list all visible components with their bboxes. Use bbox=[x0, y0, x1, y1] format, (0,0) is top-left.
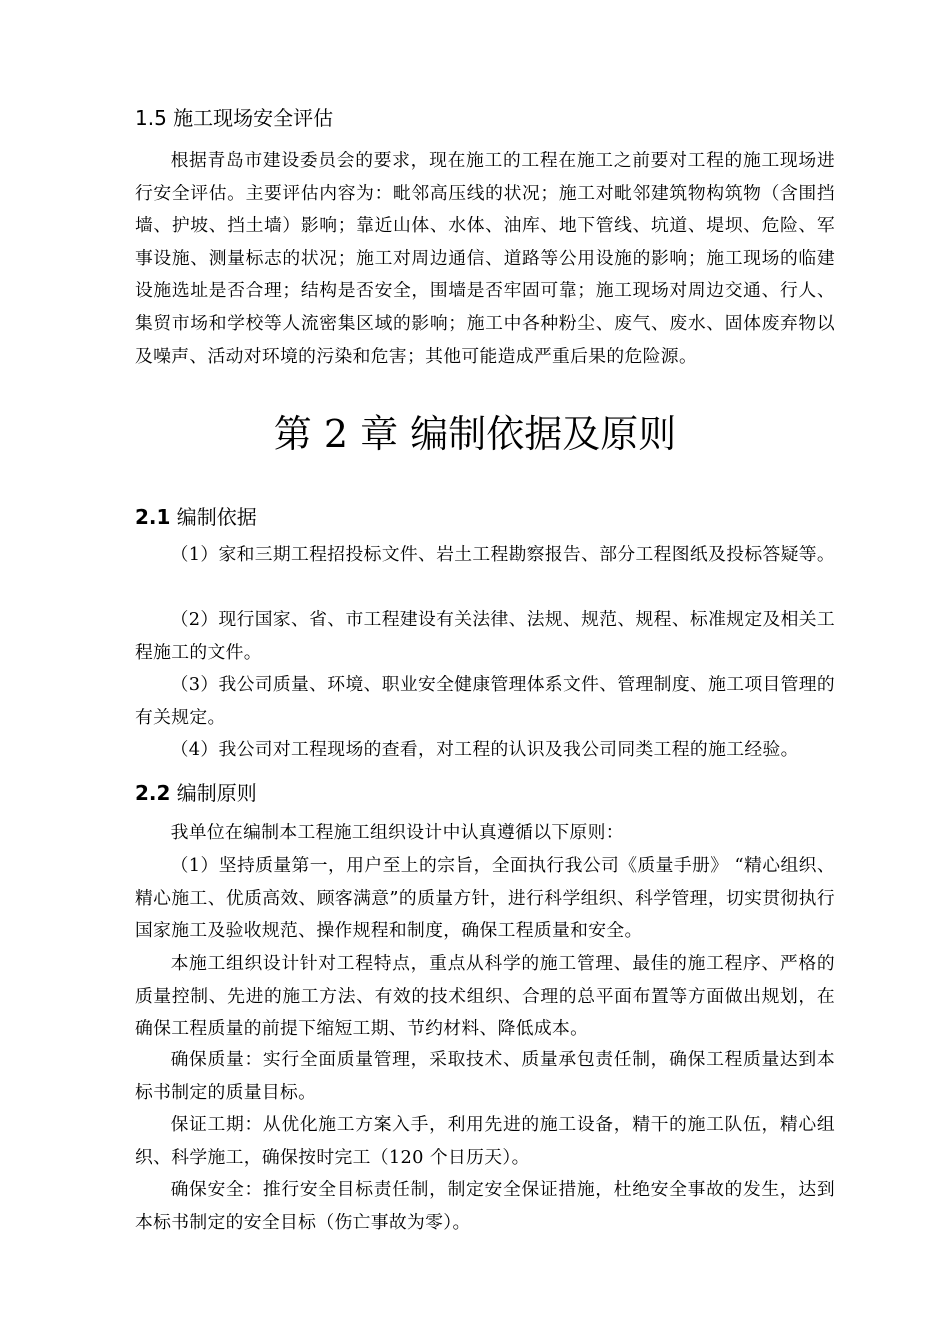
section-2-2-heading bbox=[135, 781, 257, 805]
basis-item-3: （3）我公司质量、环境、职业安全健康管理体系文件、管理制度、施工项目管理的有关规定。 bbox=[135, 674, 835, 728]
principle-1: （1）坚持质量第一，用户至上的宗旨，全面执行我公司《质量手册》 “精心组织、精心施工、优质高效、顾客满意”的质量方针，进行科学组织、科学管理，切实贯彻执行国家施工及验收规范、操作规程和制度，确保工程质量和安全。 bbox=[135, 855, 835, 942]
section-2-1-number: 2.1 bbox=[135, 505, 171, 529]
basis-item-1: （1）家和三期工程招投标文件、岩土工程勘察报告、部分工程图纸及投标答疑等。 bbox=[170, 544, 835, 565]
principle-paragraph-2: 本施工组织设计针对工程特点，重点从科学的施工管理、最佳的施工程序、严格的质量控制、先进的施工方法、有效的技术组织、合理的总平面布置等方面做出规划，在确保工程质量的前提下缩短工期、节约材料、降低成本。 bbox=[135, 953, 835, 1040]
basis-item-2: （2）现行国家、省、市工程建设有关法律、法规、规范、规程、标准规定及相关工程施工的文件。 bbox=[135, 609, 835, 663]
principle-schedule: 保证工期：从优化施工方案入手，利用先进的施工设备，精干的施工队伍，精心组织、科学施工，确保按时完工（120 个日历天）。 bbox=[135, 1114, 835, 1168]
section-2-2-title: 编制原则 bbox=[176, 781, 257, 805]
section-2-2-number: 2.2 bbox=[135, 781, 171, 805]
section-1-5-body: 根据青岛市建设委员会的要求，现在施工的工程在施工之前要对工程的施工现场进行安全评估。主要评估内容为：毗邻高压线的状况；施工对毗邻建筑物构筑物（含围挡墙、护坡、挡土墙）影响；靠近山体、水体、油库、地下管线、坑道、堤坝、危险、军事设施、测量标志的状况；施工对周边通信、道路等公用设施的影响；施工现场的临建设施选址是否合理；结构是否安全，围墙是否牢固可靠；施工现场对周边交通、行人、集贸市场和学校等人流密集区域的影响；施工中各种粉尘、废气、废水、固体废弃物以及噪声、活动对环境的污染和危害；其他可能造成严重后果的危险源。 bbox=[135, 150, 835, 367]
chapter-2-title: 第 2 章 编制依据及原则 bbox=[273, 412, 677, 456]
section-1-5-heading: 1.5 施工现场安全评估 bbox=[135, 106, 334, 130]
principle-quality: 确保质量：实行全面质量管理，采取技术、质量承包责任制，确保工程质量达到本标书制定的质量目标。 bbox=[135, 1049, 835, 1103]
section-2-1-title: 编制依据 bbox=[176, 505, 257, 529]
principle-safety: 确保安全：推行安全目标责任制，制定安全保证措施，杜绝安全事故的发生，达到本标书制定的安全目标（伤亡事故为零）。 bbox=[135, 1179, 835, 1233]
basis-item-4: （4）我公司对工程现场的查看，对工程的认识及我公司同类工程的施工经验。 bbox=[170, 739, 799, 760]
section-2-1-heading bbox=[135, 505, 257, 529]
principles-intro: 我单位在编制本工程施工组织设计中认真遵循以下原则： bbox=[170, 822, 624, 843]
